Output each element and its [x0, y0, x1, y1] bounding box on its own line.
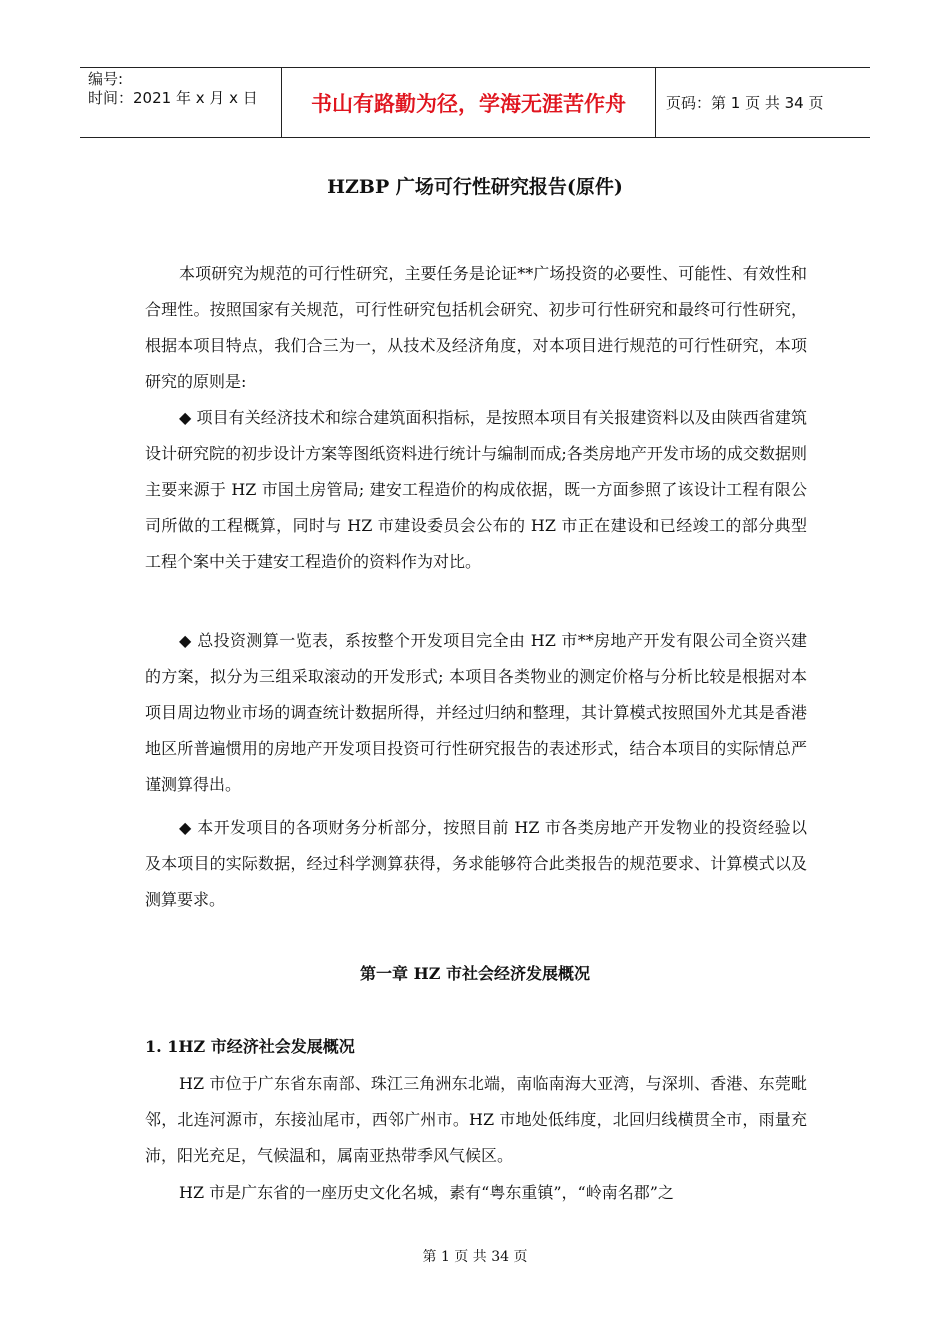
page-footer: 第 1 页 共 34 页	[422, 1249, 528, 1265]
intro-paragraph: 本项研究为规范的可行性研究，主要任务是论证**广场投资的必要性、可能性、有效性和合理性。按照国家有关规范，可行性研究包括机会研究、初步可行性研究和最终可行性研究，根据本项目特点，我们合三为一，从技术及经济角度，对本项目进行规范的可行性研究，本项研究的原则是:	[145, 264, 807, 391]
document-title: HZBP 广场可行性研究报告(原件)	[327, 176, 623, 198]
chapter-title: 第一章 HZ 市社会经济发展概况	[360, 964, 590, 983]
bullet-paragraph-2: ◆ 总投资测算一览表，系按整个开发项目完全由 HZ 市**房地产开发有限公司全资兴建的方案，拟分为三组采取滚动的开发形式; 本项目各类物业的测定价格与分析比较是根据对本项目周边物业市场的调查统计数据所得，并经过归纳和整理，其计算模式按照国外尤其是香港地区所普遍惯用的房地产开发项目投资可行性研究报告的表述形式，结合本项目的实际情总严谨测算得出。	[145, 631, 807, 794]
header-meta	[80, 68, 282, 137]
bullet-paragraph-1: ◆ 项目有关经济技术和综合建筑面积指标，是按照本项目有关报建资料以及由陕西省建筑设计研究院的初步设计方案等图纸资料进行统计与编制而成;各类房地产开发市场的成交数据则主要来源于 HZ 市国土房管局; 建安工程造价的构成依据，既一方面参照了该设计工程有限公司所做的工程概算，同时与 HZ 市建设委员会公布的 HZ 市正在建设和已经竣工的部分典型工程个案中关于建安工程造价的资料作为对比。	[145, 408, 807, 571]
section-paragraph-2: HZ 市是广东省的一座历史文化名城，素有“粤东重镇”，“岭南名郡”之	[179, 1183, 674, 1202]
section-title: 1. 1HZ 市经济社会发展概况	[145, 1037, 355, 1056]
header-motto: 书山有路勤为径，学海无涯苦作舟	[282, 68, 656, 137]
header-time-label: 时间：2021 年 x 月 x 日	[88, 89, 258, 107]
bullet-paragraph-3: ◆ 本开发项目的各项财务分析部分，按照目前 HZ 市各类房地产开发物业的投资经验以及本项目的实际数据，经过科学测算获得，务求能够符合此类报告的规范要求、计算模式以及测算要求。	[145, 818, 807, 909]
header-number-label: 编号:	[88, 70, 124, 88]
page-header	[80, 67, 870, 138]
section-paragraph-1: HZ 市位于广东省东南部、珠江三角洲东北端，南临南海大亚湾，与深圳、香港、东莞毗邻，北连河源市，东接汕尾市，西邻广州市。HZ 市地处低纬度，北回归线横贯全市，雨量充沛，阳光充足，气候温和，属南亚热带季风气候区。	[145, 1074, 807, 1165]
header-page-info: 页码：第 1 页 共 34 页	[666, 94, 824, 112]
